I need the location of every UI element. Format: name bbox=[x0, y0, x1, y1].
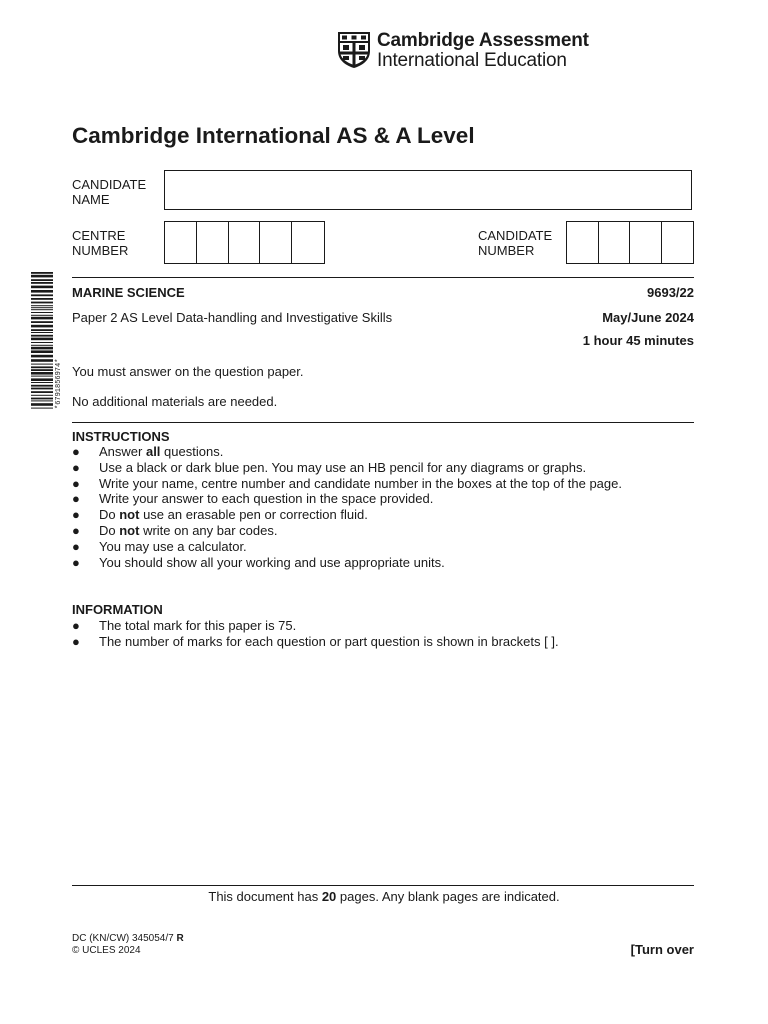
barcode-bar bbox=[31, 355, 53, 358]
candidate-number-digit-box[interactable] bbox=[662, 222, 693, 263]
barcode-bar bbox=[31, 391, 53, 393]
item-text: questions. bbox=[160, 444, 224, 459]
barcode-bar bbox=[31, 315, 53, 316]
centre-number-digit-box[interactable] bbox=[229, 222, 261, 263]
materials-line-1: You must answer on the question paper. bbox=[72, 364, 304, 379]
page-count-pre: This document has bbox=[208, 889, 322, 904]
divider bbox=[72, 422, 694, 423]
barcode-bar bbox=[31, 408, 53, 409]
barcode-bar bbox=[31, 350, 53, 353]
cambridge-shield-icon bbox=[337, 31, 371, 69]
divider bbox=[72, 277, 694, 278]
information-list bbox=[72, 618, 559, 650]
instruction-item bbox=[72, 523, 622, 539]
barcode-bar bbox=[31, 309, 53, 310]
item-text: You may use a calculator. bbox=[99, 538, 247, 554]
logo-line-1: Cambridge Assessment bbox=[377, 30, 589, 51]
copyright: © UCLES 2024 bbox=[72, 945, 141, 956]
centre-number-label: CENTRE NUMBER bbox=[72, 228, 129, 258]
barcode-bar bbox=[31, 302, 53, 304]
barcode-bar bbox=[31, 364, 53, 365]
barcode-bar bbox=[31, 395, 53, 396]
barcode-bar bbox=[31, 332, 53, 333]
centre-number-digit-box[interactable] bbox=[292, 222, 324, 263]
barcode-bar bbox=[31, 298, 53, 300]
logo-line-2: International Education bbox=[377, 50, 567, 71]
bullet-icon: ● bbox=[72, 538, 80, 554]
paper-code: 9693/22 bbox=[647, 285, 694, 300]
instruction-item bbox=[72, 460, 622, 476]
information-item bbox=[72, 634, 559, 650]
barcode-bar bbox=[31, 329, 53, 331]
bullet-icon: ● bbox=[72, 522, 80, 538]
barcode bbox=[31, 270, 63, 410]
barcode-bar bbox=[31, 366, 53, 368]
item-text: The total mark for this paper is 75. bbox=[99, 618, 297, 633]
barcode-bar bbox=[31, 342, 53, 343]
centre-number-digit-box[interactable] bbox=[260, 222, 292, 263]
instruction-item bbox=[72, 555, 622, 571]
page-count-note bbox=[0, 889, 768, 905]
barcode-bar bbox=[31, 312, 53, 313]
barcode-bar bbox=[31, 282, 53, 284]
barcode-bar bbox=[31, 359, 53, 362]
barcode-bar bbox=[31, 290, 53, 293]
barcode-bar bbox=[31, 369, 53, 371]
item-text: Write your name, centre number and candidate number in the boxes at the top of the page. bbox=[99, 475, 622, 491]
candidate-name-box[interactable] bbox=[164, 170, 692, 210]
document-code-text: DC (KN/CW) 345054/7 bbox=[72, 933, 177, 944]
item-text: Do bbox=[99, 507, 120, 523]
subject-name: MARINE SCIENCE bbox=[72, 285, 185, 300]
barcode-bar bbox=[31, 382, 53, 383]
barcode-bar bbox=[31, 400, 53, 401]
barcode-bar bbox=[31, 305, 53, 306]
candidate-number-digit-box[interactable] bbox=[567, 222, 599, 263]
turn-over: [Turn over bbox=[630, 942, 694, 957]
bullet-icon: ● bbox=[72, 507, 80, 523]
centre-number-digit-box[interactable] bbox=[197, 222, 229, 263]
information-heading: INFORMATION bbox=[72, 602, 163, 617]
instruction-item bbox=[72, 491, 622, 507]
candidate-name-label: CANDIDATE NAME bbox=[72, 177, 147, 207]
page-count-post: pages. Any blank pages are indicated. bbox=[336, 889, 560, 904]
candidate-number-digit-box[interactable] bbox=[599, 222, 631, 263]
barcode-digits: *6791856974* bbox=[55, 358, 63, 409]
barcode-bar bbox=[31, 272, 53, 274]
footer-divider bbox=[72, 885, 694, 886]
barcode-bar bbox=[31, 403, 53, 406]
barcode-bar bbox=[31, 317, 53, 320]
item-text: Answer bbox=[99, 444, 146, 459]
bullet-icon: ● bbox=[72, 633, 80, 649]
instruction-item bbox=[72, 476, 622, 492]
barcode-bar bbox=[31, 388, 53, 390]
barcode-bar bbox=[31, 338, 53, 341]
centre-number-boxes[interactable] bbox=[164, 221, 325, 264]
exam-duration: 1 hour 45 minutes bbox=[582, 333, 694, 348]
bullet-icon: ● bbox=[72, 459, 80, 475]
candidate-number-digit-box[interactable] bbox=[630, 222, 662, 263]
item-text: You should show all your working and use appropriate units. bbox=[99, 554, 445, 570]
document-code-suffix: R bbox=[176, 933, 184, 944]
document-code bbox=[72, 933, 184, 945]
item-emphasis: not bbox=[119, 507, 140, 523]
barcode-bar bbox=[31, 325, 53, 328]
bullet-icon: ● bbox=[72, 618, 80, 633]
bullet-icon: ● bbox=[72, 491, 80, 507]
cambridge-logo bbox=[337, 31, 587, 71]
information-item bbox=[72, 618, 559, 634]
item-text: use an erasable pen or correction fluid. bbox=[139, 507, 368, 523]
barcode-bar bbox=[31, 275, 53, 278]
centre-number-digit-box[interactable] bbox=[165, 222, 197, 263]
barcode-bar bbox=[31, 378, 53, 381]
item-text: Do bbox=[99, 522, 120, 538]
paper-title: Paper 2 AS Level Data-handling and Investigative Skills bbox=[72, 310, 393, 325]
item-emphasis: not bbox=[119, 522, 140, 538]
barcode-bar bbox=[31, 294, 53, 296]
candidate-number-label: CANDIDATE NUMBER bbox=[478, 228, 553, 258]
barcode-bar bbox=[31, 385, 53, 387]
barcode-bar bbox=[31, 321, 53, 323]
page-count-number: 20 bbox=[321, 889, 337, 904]
instruction-item bbox=[72, 507, 622, 523]
barcode-bar bbox=[31, 372, 53, 375]
item-text: The number of marks for each question or part question is shown in brackets [ ]. bbox=[99, 633, 559, 649]
barcode-bar bbox=[31, 335, 53, 337]
bullet-icon: ● bbox=[72, 554, 80, 570]
barcode-bar bbox=[31, 307, 53, 308]
candidate-number-boxes[interactable] bbox=[566, 221, 694, 264]
bullet-icon: ● bbox=[72, 444, 80, 459]
barcode-bar bbox=[31, 398, 53, 400]
item-text: Write your answer to each question in the space provided. bbox=[99, 491, 434, 507]
instructions-heading: INSTRUCTIONS bbox=[72, 429, 170, 444]
exam-session: May/June 2024 bbox=[602, 310, 694, 325]
instruction-item bbox=[72, 444, 622, 460]
item-emphasis: all bbox=[145, 444, 161, 459]
materials-line-2: No additional materials are needed. bbox=[72, 394, 278, 409]
item-text: Use a black or dark blue pen. You may use an HB pencil for any diagrams or graphs. bbox=[99, 459, 587, 475]
logo-wordmark bbox=[377, 31, 589, 71]
barcode-bar bbox=[31, 347, 53, 350]
bullet-icon: ● bbox=[72, 475, 80, 491]
barcode-bar bbox=[31, 376, 53, 377]
qualification-title: Cambridge International AS & A Level bbox=[72, 123, 475, 148]
barcode-bar bbox=[31, 345, 53, 346]
barcode-bar bbox=[31, 279, 53, 281]
item-text: write on any bar codes. bbox=[139, 522, 278, 538]
barcode-bar bbox=[31, 286, 53, 289]
instruction-item bbox=[72, 539, 622, 555]
instructions-list bbox=[72, 444, 622, 570]
